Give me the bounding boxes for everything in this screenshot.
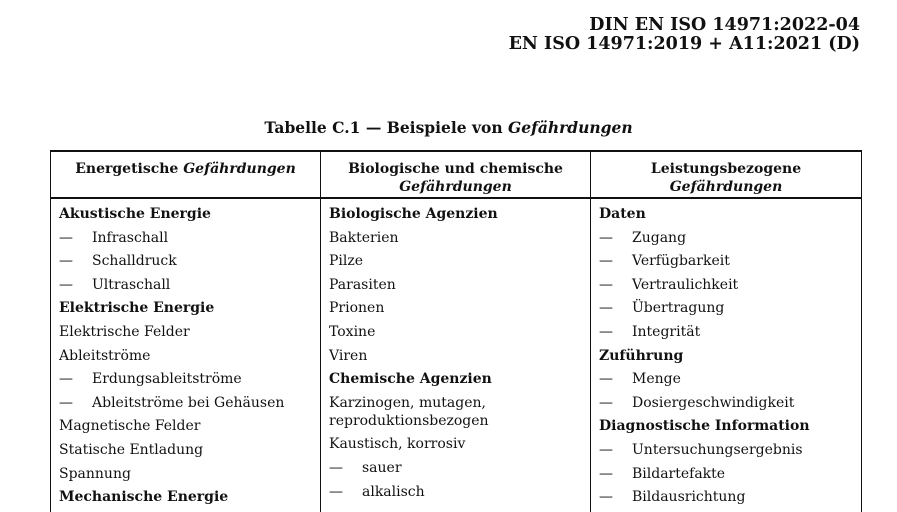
sub-item bbox=[599, 441, 853, 459]
list-item: Spannung bbox=[59, 465, 131, 482]
header-italic: Gefährdungen bbox=[669, 179, 783, 195]
list-item: Statische Entladung bbox=[59, 441, 204, 458]
list-item: Parasiten bbox=[329, 276, 396, 293]
sub-item bbox=[599, 229, 853, 247]
sub-item-text: Integrität bbox=[632, 323, 701, 340]
sub-item bbox=[599, 370, 853, 388]
category-heading: Daten bbox=[599, 206, 646, 222]
sub-item-text: Vertraulichkeit bbox=[632, 276, 739, 293]
category-heading: Akustische Energie bbox=[59, 206, 211, 222]
category-heading: Biologische Agenzien bbox=[329, 206, 498, 222]
standard-edition: EN ISO 14971:2019 + A11:2021 (D) bbox=[508, 34, 860, 54]
list-item: Magnetische Felder bbox=[59, 418, 201, 435]
sub-item-text: Zugang bbox=[632, 229, 687, 246]
sub-item-text: Ultraschall bbox=[92, 276, 171, 293]
sub-item bbox=[59, 394, 312, 412]
header-biochemical bbox=[321, 151, 591, 198]
sub-item bbox=[599, 488, 853, 506]
dash-bullet: — bbox=[59, 371, 73, 388]
standard-number: DIN EN ISO 14971:2022-04 bbox=[589, 15, 860, 35]
sub-item-text: Ableitströme bei Gehäusen bbox=[92, 394, 285, 411]
sub-item-text: Untersuchungsergebnis bbox=[632, 441, 803, 458]
category-heading: Diagnostische Information bbox=[599, 418, 810, 435]
dash-bullet: — bbox=[329, 483, 343, 500]
header-text: Biologische und chemische bbox=[348, 161, 563, 177]
header-text: Leistungsbezogene bbox=[650, 161, 802, 177]
list-item bbox=[329, 394, 582, 430]
sub-item bbox=[599, 299, 853, 317]
list-item: Elektrische Felder bbox=[59, 323, 190, 340]
sub-item bbox=[59, 370, 312, 388]
list-item: Prionen bbox=[329, 300, 385, 317]
sub-item bbox=[599, 252, 853, 270]
sub-item-text: alkalisch bbox=[362, 483, 425, 500]
sub-item-text: Verfügbarkeit bbox=[632, 253, 730, 270]
hazards-table bbox=[50, 150, 862, 512]
sub-item bbox=[329, 459, 582, 477]
dash-bullet: — bbox=[59, 229, 73, 246]
dash-bullet: — bbox=[599, 229, 613, 246]
header-energetic bbox=[51, 151, 321, 198]
sub-item-text: Bildausrichtung bbox=[632, 489, 746, 506]
category-heading: Zuführung bbox=[599, 347, 684, 364]
sub-item-text: Erdungsableitströme bbox=[92, 371, 242, 388]
list-item-line: Karzinogen, mutagen, bbox=[329, 394, 486, 411]
list-item-line: reproduktionsbezogen bbox=[329, 412, 489, 429]
header-italic: Gefährdungen bbox=[399, 179, 512, 195]
sub-item bbox=[59, 252, 312, 270]
sub-item bbox=[599, 394, 853, 412]
list-item: Kaustisch, korrosiv bbox=[329, 436, 466, 453]
dash-bullet: — bbox=[599, 465, 613, 482]
sub-item-text: sauer bbox=[362, 459, 402, 476]
list-item: Viren bbox=[329, 347, 368, 364]
sub-item bbox=[599, 276, 853, 294]
list-item: Bakterien bbox=[329, 229, 399, 246]
caption-text: Tabelle C.1 — Beispiele von bbox=[264, 118, 509, 137]
sub-item bbox=[59, 229, 312, 247]
dash-bullet: — bbox=[59, 394, 73, 411]
document-header bbox=[509, 16, 860, 54]
list-item: Toxine bbox=[329, 323, 376, 340]
dash-bullet: — bbox=[599, 253, 613, 270]
sub-item bbox=[599, 323, 853, 341]
hazard-list bbox=[599, 205, 853, 506]
hazard-list bbox=[329, 205, 582, 501]
dash-bullet: — bbox=[599, 489, 613, 506]
header-performance bbox=[591, 151, 862, 198]
sub-item bbox=[599, 465, 853, 483]
dash-bullet: — bbox=[599, 323, 613, 340]
column-performance bbox=[591, 198, 862, 512]
sub-item-text: Übertragung bbox=[632, 300, 725, 317]
column-energetic bbox=[51, 198, 321, 512]
dash-bullet: — bbox=[59, 253, 73, 270]
sub-item-text: Dosiergeschwindigkeit bbox=[632, 394, 795, 411]
table-caption bbox=[0, 118, 897, 137]
sub-item-text: Bildartefakte bbox=[632, 465, 726, 482]
header-text: Energetische bbox=[75, 161, 184, 177]
list-item: Pilze bbox=[329, 253, 364, 270]
table-body-row bbox=[51, 198, 862, 512]
dash-bullet: — bbox=[599, 300, 613, 317]
category-heading: Elektrische Energie bbox=[59, 300, 215, 317]
caption-italic: Gefährdungen bbox=[508, 118, 633, 137]
table-header-row bbox=[51, 151, 862, 198]
sub-item-text: Schalldruck bbox=[92, 253, 177, 270]
category-heading: Chemische Agenzien bbox=[329, 371, 492, 388]
sub-item bbox=[59, 276, 312, 294]
category-heading: Mechanische Energie bbox=[59, 489, 229, 506]
column-biochemical bbox=[321, 198, 591, 512]
sub-item-text: Menge bbox=[632, 371, 681, 388]
dash-bullet: — bbox=[329, 459, 343, 476]
dash-bullet: — bbox=[599, 394, 613, 411]
hazard-list bbox=[59, 205, 312, 506]
dash-bullet: — bbox=[599, 276, 613, 293]
list-item: Ableitströme bbox=[59, 347, 151, 364]
sub-item-text: Infraschall bbox=[92, 229, 169, 246]
dash-bullet: — bbox=[59, 276, 73, 293]
dash-bullet: — bbox=[599, 441, 613, 458]
dash-bullet: — bbox=[599, 371, 613, 388]
header-italic: Gefährdungen bbox=[183, 161, 296, 177]
